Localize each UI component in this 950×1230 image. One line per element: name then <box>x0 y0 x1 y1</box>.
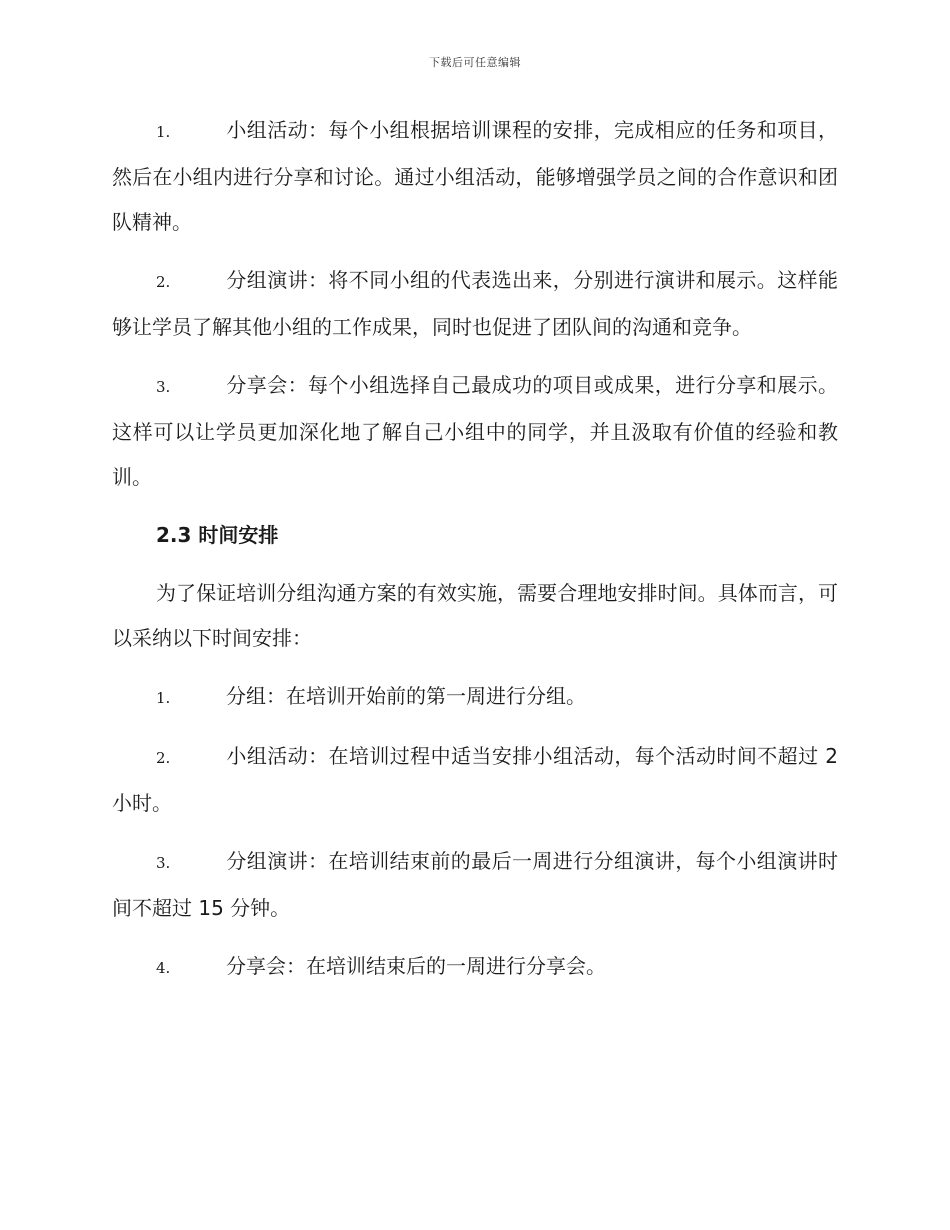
document-body <box>112 108 838 1004</box>
section-heading: 2.3 时间安排 <box>156 523 279 547</box>
list-number: 1. <box>156 689 171 707</box>
section-intro: 为了保证培训分组沟通方案的有效实施，需要合理地安排时间。具体而言，可以采纳以下时间安排： <box>112 581 838 650</box>
list-item <box>112 944 838 991</box>
list-item <box>112 674 838 721</box>
list-item-text: 分享会：每个小组选择自己最成功的项目或成果，进行分享和展示。这样可以让学员更加深化地了解自己小组中的同学，并且汲取有价值的经验和教训。 <box>112 373 838 489</box>
list-item-text: 小组活动：在培训过程中适当安排小组活动，每个活动时间不超过 2 小时。 <box>112 744 838 815</box>
list-item <box>112 258 838 350</box>
list-item <box>112 363 838 500</box>
list-number: 3. <box>156 854 171 872</box>
list-number: 2. <box>156 749 171 767</box>
list-item <box>112 108 838 245</box>
list-number: 3. <box>156 378 171 396</box>
list-number: 1. <box>156 123 171 141</box>
list-item <box>112 734 838 826</box>
list-item-text: 分享会：在培训结束后的一周进行分享会。 <box>226 954 606 978</box>
list-number: 2. <box>156 273 171 291</box>
page-header: 下载后可任意编辑 <box>429 56 521 69</box>
list-item-text: 分组演讲：在培训结束前的最后一周进行分组演讲，每个小组演讲时间不超过 15 分钟。 <box>112 849 838 920</box>
list-item-text: 分组演讲：将不同小组的代表选出来，分别进行演讲和展示。这样能够让学员了解其他小组的工作成果，同时也促进了团队间的沟通和竞争。 <box>112 268 838 339</box>
list-item <box>112 839 838 931</box>
list-number: 4. <box>156 959 171 977</box>
list-item-text: 分组：在培训开始前的第一周进行分组。 <box>226 684 586 708</box>
list-item-text: 小组活动：每个小组根据培训课程的安排，完成相应的任务和项目，然后在小组内进行分享和讨论。通过小组活动，能够增强学员之间的合作意识和团队精神。 <box>112 118 838 234</box>
